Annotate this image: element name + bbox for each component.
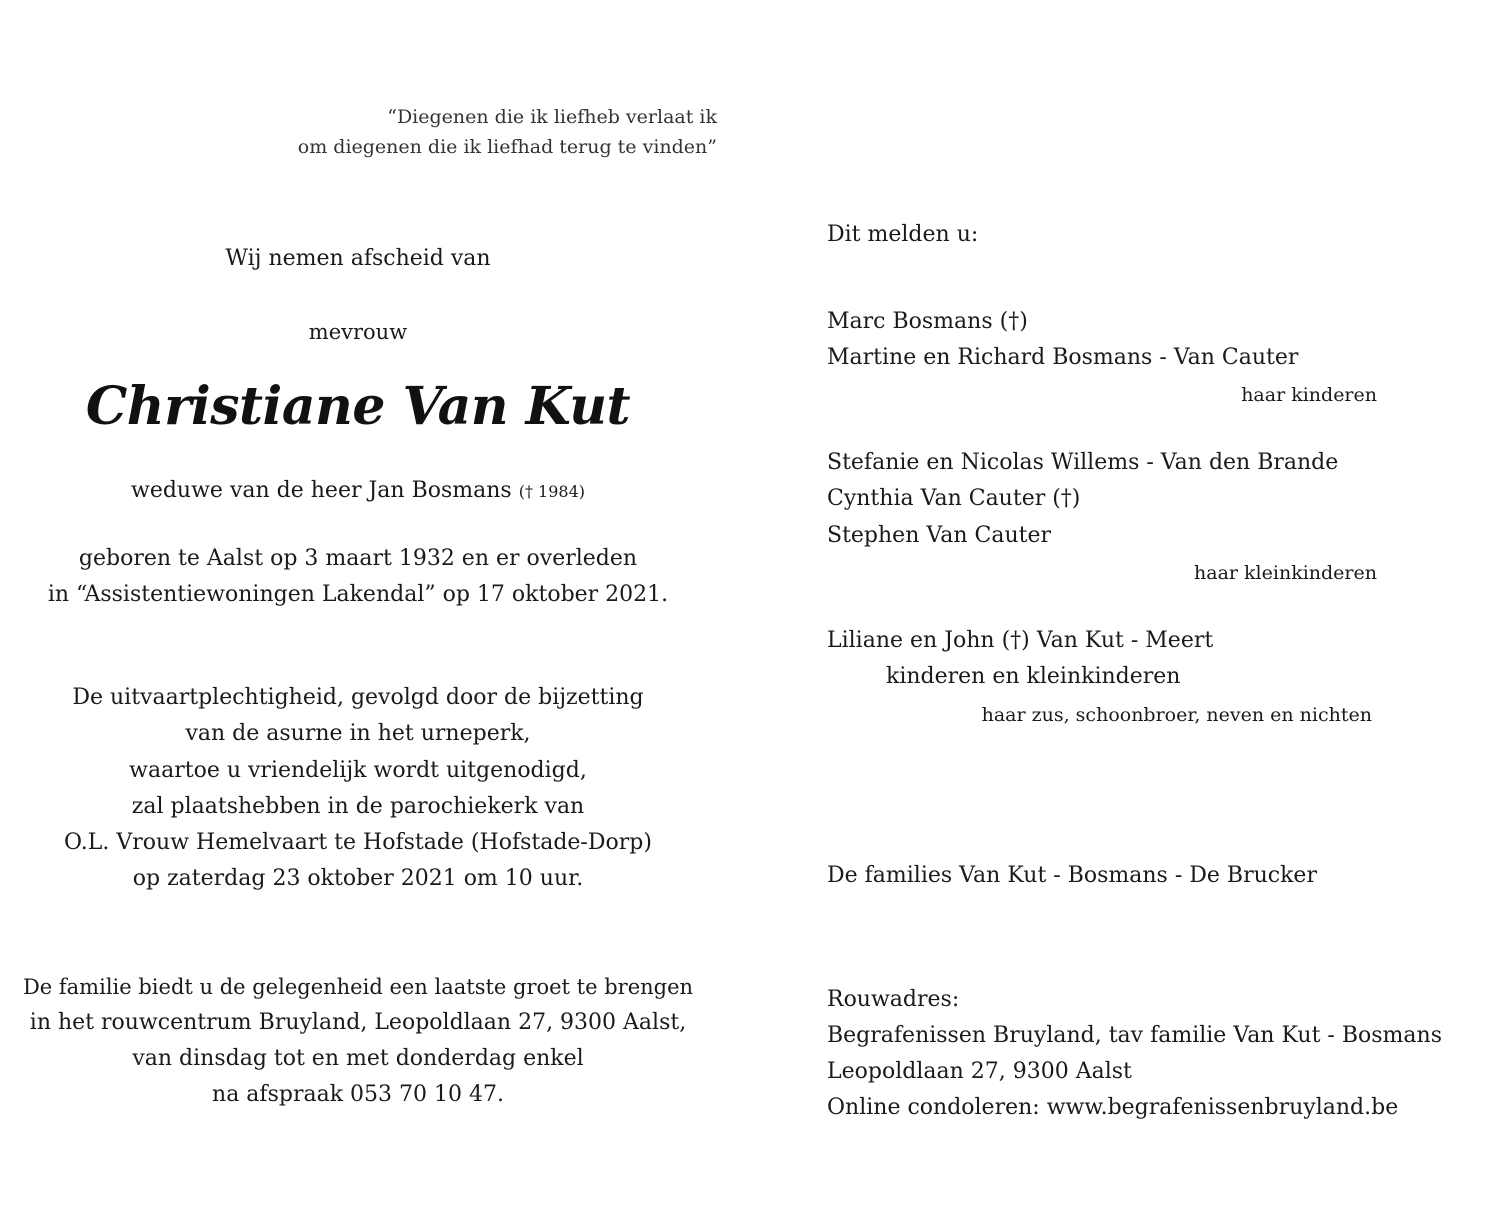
child-line: Marc Bosmans (†) — [827, 309, 1028, 334]
families-line: De families Van Kut - Bosmans - De Brucker — [827, 863, 1317, 888]
address-line: Rouwadres: — [827, 987, 960, 1012]
address-line: Online condoleren: www.begrafenissenbruyland.be — [827, 1095, 1399, 1120]
ceremony-line: De uitvaartplechtigheid, gevolgd door de bijzetting — [72, 685, 644, 710]
sister-role: haar zus, schoonbroer, neven en nichten — [981, 704, 1372, 726]
deceased-name: Christiane Van Kut — [85, 376, 631, 437]
quote-line-2: om diegenen die ik liefhad terug te vinden” — [297, 136, 717, 158]
address-line: Leopoldlaan 27, 9300 Aalst — [827, 1059, 1132, 1084]
sister-sub-line: kinderen en kleinkinderen — [886, 664, 1181, 689]
widow-line — [0, 476, 716, 507]
grandchildren-role: haar kleinkinderen — [1194, 562, 1377, 584]
child-line: Martine en Richard Bosmans - Van Cauter — [827, 345, 1299, 370]
grandchild-line: Cynthia Van Cauter (†) — [827, 486, 1081, 511]
visit-line: in het rouwcentrum Bruyland, Leopoldlaan 27, 9300 Aalst, — [29, 1010, 687, 1035]
birth-line-2: in “Assistentiewoningen Lakendal” op 17 oktober 2021. — [47, 582, 669, 607]
ceremony-line: van de asurne in het urneperk, — [185, 721, 531, 746]
children-role: haar kinderen — [1241, 384, 1377, 406]
visit-line: na afspraak 053 70 10 47. — [212, 1082, 504, 1107]
ceremony-line: zal plaatshebben in de parochiekerk van — [131, 794, 585, 819]
intro-text: Wij nemen afscheid van — [225, 246, 491, 271]
widow-text: weduwe van de heer Jan Bosmans — [131, 478, 512, 503]
title-text: mevrouw — [308, 320, 408, 344]
ceremony-line: waartoe u vriendelijk wordt uitgenodigd, — [129, 758, 587, 783]
visit-line: van dinsdag tot en met donderdag enkel — [132, 1046, 584, 1071]
widow-year: († 1984) — [518, 482, 585, 501]
grandchild-line: Stephen Van Cauter — [827, 523, 1052, 548]
birth-line-1: geboren te Aalst op 3 maart 1932 en er overleden — [78, 546, 638, 571]
quote-line-1: “Diegenen die ik liefheb verlaat ik — [387, 106, 717, 128]
visit-line: De familie biedt u de gelegenheid een laatste groet te brengen — [22, 975, 694, 999]
announce-text: Dit melden u: — [827, 222, 979, 247]
sister-line: Liliane en John (†) Van Kut - Meert — [827, 628, 1214, 653]
ceremony-line: O.L. Vrouw Hemelvaart te Hofstade (Hofstade-Dorp) — [64, 830, 652, 855]
grandchild-line: Stefanie en Nicolas Willems - Van den Brande — [827, 450, 1339, 475]
address-line: Begrafenissen Bruyland, tav familie Van Kut - Bosmans — [827, 1023, 1442, 1048]
ceremony-line: op zaterdag 23 oktober 2021 om 10 uur. — [132, 866, 584, 891]
